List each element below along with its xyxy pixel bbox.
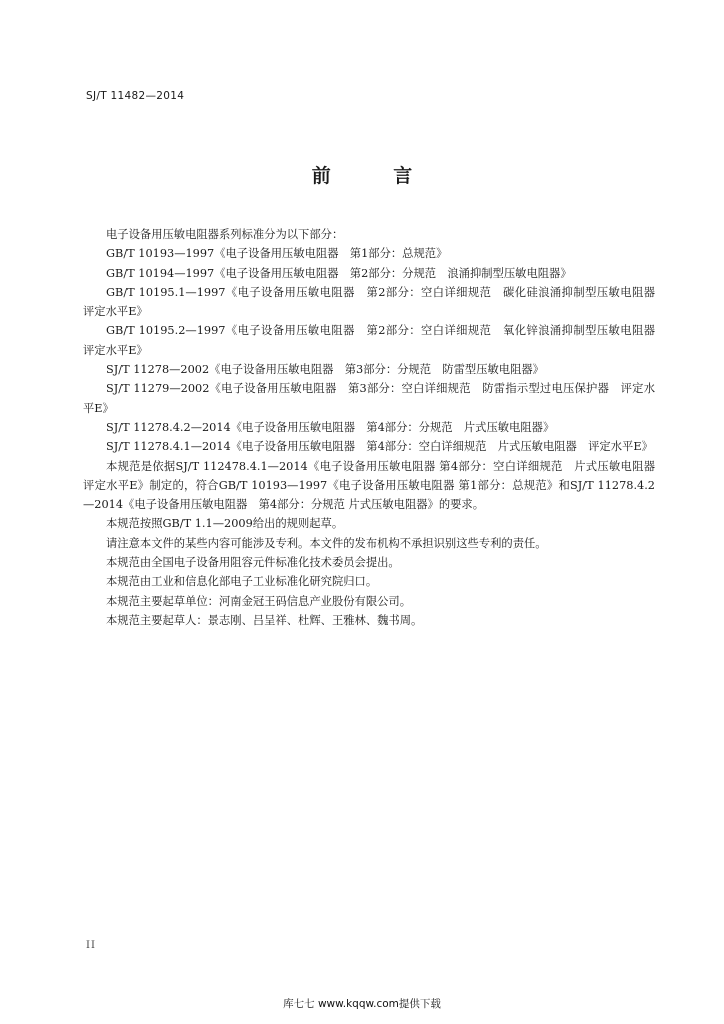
paragraph: 本规范主要起草人：景志刚、吕呈祥、杜辉、王雅林、魏书周。 [106,613,423,627]
paragraph: SJ/T 11278.4.1—2014《电子设备用压敏电阻器 第4部分：空白详细规范 片式压敏电阻器 评定水平E》 [106,440,653,454]
page-title: 前 言 [311,165,441,187]
foreword-body [83,225,667,630]
paragraph: GB/T 10194—1997《电子设备用压敏电阻器 第2部分：分规范 浪涌抑制型压敏电阻器》 [106,266,572,280]
paragraph: 电子设备用压敏电阻器系列标准分为以下部分： [106,228,344,241]
paragraph: 本规范由全国电子设备用阻容元件标准化技术委员会提出。 [106,556,400,570]
paragraph: 本规范由工业和信息化部电子工业标准化研究院归口。 [106,575,378,589]
paragraph: 本规范是依据SJ/T 112478.4.1—2014《电子设备用压敏电阻器 第4部分：空白详细规范 片式压敏电阻器 评定水平E》制定的，符合GB/T 10193—1997《电子设备用压敏电阻器 第1部分：总规范》和SJ/T 11278.4.2—2014《电子设备用压敏电阻器 第4部分：分规范 片式压敏电阻器》的要求。 [83,459,655,512]
paragraph: SJ/T 11279—2002《电子设备用压敏电阻器 第3部分：空白详细规范 防雷指示型过电压保护器 评定水平E》 [83,382,655,415]
page-number: II [86,940,96,951]
paragraph: 本规范主要起草单位：河南金冠王码信息产业股份有限公司。 [106,594,412,608]
paragraph: 请注意本文件的某些内容可能涉及专利。本文件的发布机构不承担识别这些专利的责任。 [106,536,547,550]
paragraph: 本规范按照GB/T 1.1—2009给出的规则起草。 [106,517,344,531]
paragraph: GB/T 10195.2—1997《电子设备用压敏电阻器 第2部分：空白详细规范 氧化锌浪涌抑制型压敏电阻器 评定水平E》 [83,324,667,357]
paragraph: SJ/T 11278—2002《电子设备用压敏电阻器 第3部分：分规范 防雷型压敏电阻器》 [106,363,544,377]
paragraph: GB/T 10195.1—1997《电子设备用压敏电阻器 第2部分：空白详细规范 碳化硅浪涌抑制型压敏电阻器 评定水平E》 [83,285,667,319]
download-footer: 库七七 www.kqqw.com提供下载 [283,998,441,1010]
standard-code: SJ/T 11482—2014 [86,90,185,102]
paragraph: GB/T 10193—1997《电子设备用压敏电阻器 第1部分：总规范》 [106,247,448,261]
paragraph: SJ/T 11278.4.2—2014《电子设备用压敏电阻器 第4部分：分规范 片式压敏电阻器》 [106,420,555,434]
